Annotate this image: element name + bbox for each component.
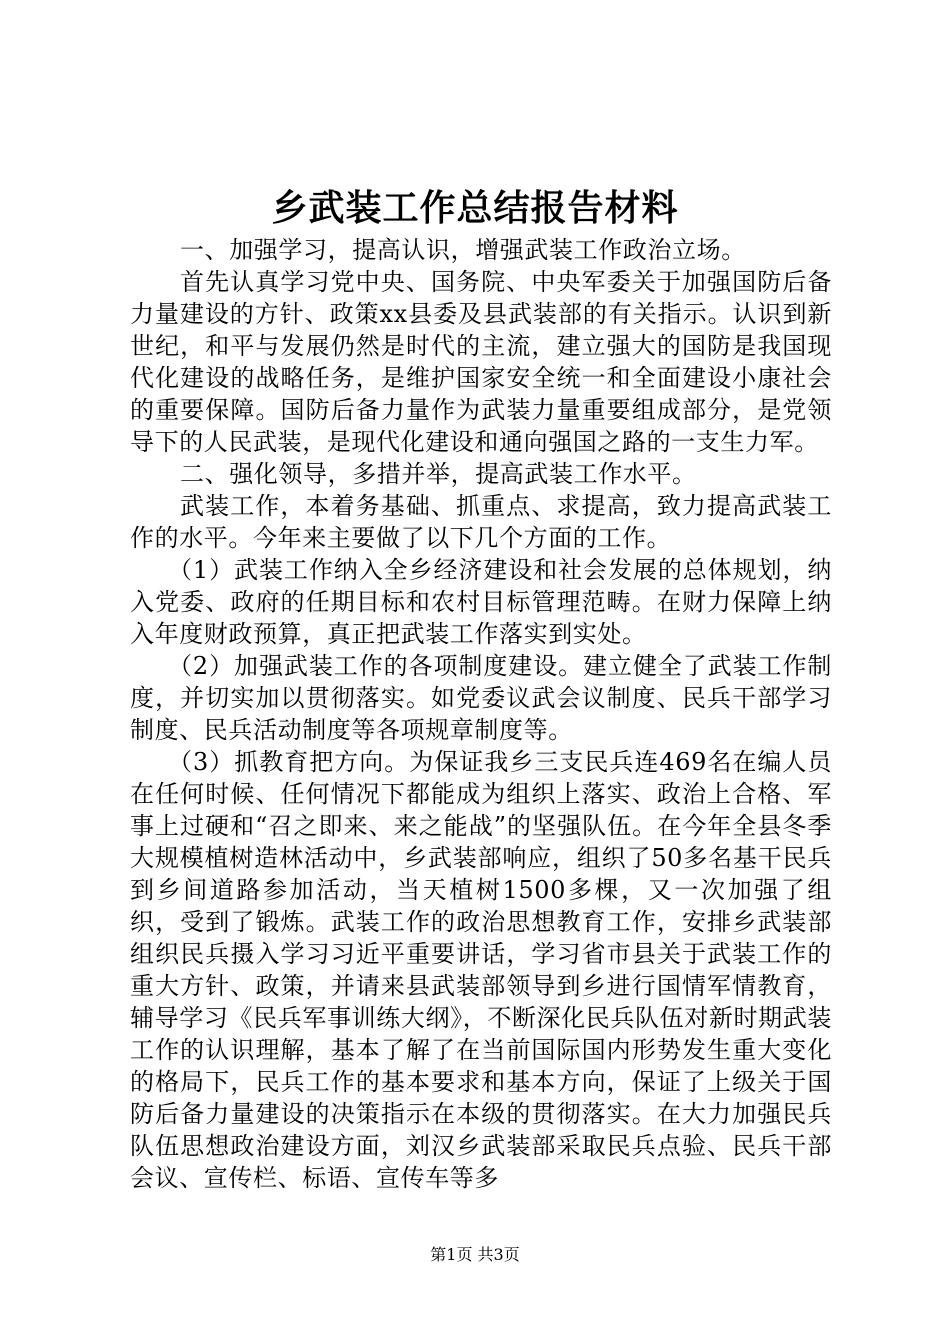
document-body bbox=[130, 234, 832, 1194]
page-indicator: 第1页 共3页 bbox=[430, 1245, 520, 1264]
list-item-1: （1）武装工作纳入全乡经济建设和社会发展的总体规划，纳入党委、政府的任期目标和农村目标管理范畴。在财力保障上纳入年度财政预算，真正把武装工作落实到实处。 bbox=[130, 556, 832, 648]
list-item-2: （2）加强武装工作的各项制度建设。建立健全了武装工作制度，并切实加以贯彻落实。如党委议武会议制度、民兵干部学习制度、民兵活动制度等各项规章制度等。 bbox=[130, 652, 832, 744]
section-heading-1: 一、加强学习，提高认识，增强武装工作政治立场。 bbox=[180, 236, 746, 264]
section-heading-2: 二、强化领导，多措并举，提高武装工作水平。 bbox=[180, 460, 697, 488]
document-title: 乡武装工作总结报告材料 bbox=[271, 188, 679, 229]
paragraph-study: 首先认真学习党中央、国务院、中央军委关于加强国防后备力量建设的方针、政策xx县委及县武装部的有关指示。认识到新世纪，和平与发展仍然是时代的主流，建立强大的国防是我国现代化建设的战略任务，是维护国家安全统一和全面建设小康社会的重要保障。国防后备力量作为武装力量重要组成部分，是党领导下的人民武装，是现代化建设和通向强国之路的一支生力军。 bbox=[130, 268, 832, 456]
paragraph-work-overview: 武装工作，本着务基础、抓重点、求提高，致力提高武装工作的水平。今年来主要做了以下几个方面的工作。 bbox=[130, 492, 832, 552]
page-footer bbox=[0, 1244, 950, 1266]
list-item-3: （3）抓教育把方向。为保证我乡三支民兵连469名在编人员在任何时候、任何情况下都能成为组织上落实、政治上合格、军事上过硬和“召之即来、来之能战”的坚强队伍。在今年全县冬季大规模植树造林活动中，乡武装部响应，组织了50多名基干民兵到乡间道路参加活动，当天植树1500多棵，又一次加强了组织，受到了锻炼。武装工作的政治思想教育工作，安排乡武装部组织民兵摄入学习习近平重要讲话，学习省市县关于武装工作的重大方针、政策，并请来县武装部领导到乡进行国情军情教育，辅导学习《民兵军事训练大纲》，不断深化民兵队伍对新时期武装工作的认识理解，基本了解了在当前国际国内形势发生重大变化的格局下，民兵工作的基本要求和基本方向，保证了上级关于国防后备力量建设的决策指示在本级的贯彻落实。在大力加强民兵队伍思想政治建设方面，刘汉乡武装部采取民兵点验、民兵干部会议、宣传栏、标语、宣传车等多 bbox=[130, 748, 832, 1192]
